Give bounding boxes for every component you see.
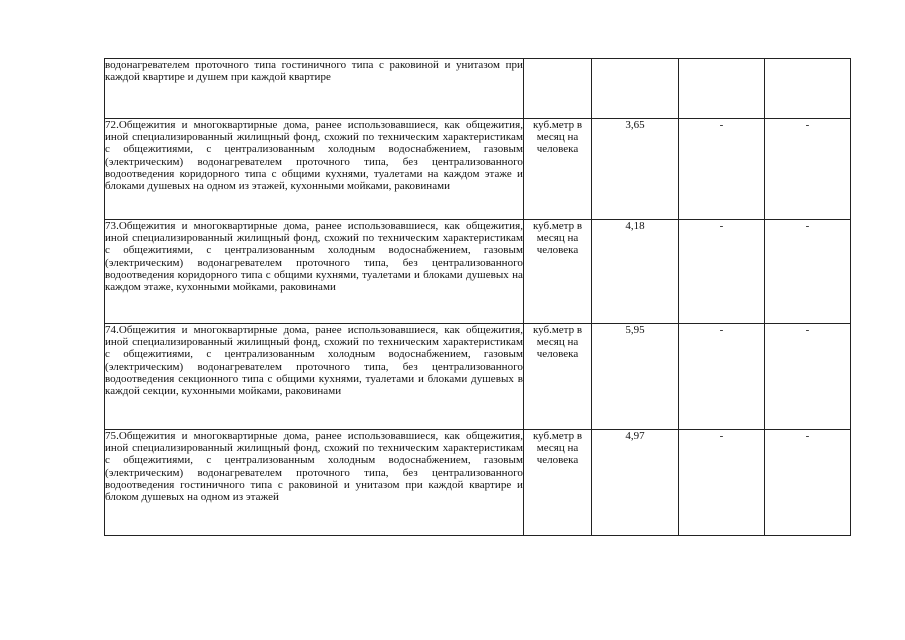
table-row: [105, 324, 851, 430]
dash-cell: -: [679, 220, 765, 324]
table-row: [105, 220, 851, 324]
unit-cell: куб.метр в месяц на человека: [524, 119, 592, 220]
unit-cell: куб.метр в месяц на человека: [524, 324, 592, 430]
dash-cell: -: [679, 430, 765, 536]
housing-type-description: 73.Общежития и многоквартирные дома, ранее использовавшиеся, как общежития, иной специализированный жилищный фонд, схожий по техническим характеристикам с общежитиями, с централизованным холодным водоснабжением, газовым (электрическим) водонагревателем проточного типа, без централизованного водоотведения коридорного типа с общими кухнями, туалетами и блоками душевых на каждом этаже, кухонными мойками, раковинами: [105, 220, 524, 324]
dash-cell: -: [765, 119, 851, 220]
housing-type-description: 72.Общежития и многоквартирные дома, ранее использовавшиеся, как общежития, иной специализированный жилищный фонд, схожий по техническим характеристикам с общежитиями, с централизованным холодным водоснабжением, газовым (электрическим) водонагревателем проточного типа, без централизованного водоотведения коридорного типа с общими кухнями, туалетами на каждом этаже и блоками душевых на одном из этажей, кухонными мойками, раковинами: [105, 119, 524, 220]
unit-cell: куб.метр в месяц на человека: [524, 430, 592, 536]
norm-value-cell: 3,65: [592, 119, 679, 220]
norm-value-cell: 4,97: [592, 430, 679, 536]
empty-norm-cell: [765, 59, 851, 119]
unit-cell: куб.метр в месяц на человека: [524, 220, 592, 324]
housing-type-description: водонагревателем проточного типа гостиничного типа с раковиной и унитазом при каждой квартире и душем при каждой квартире: [105, 59, 524, 119]
dash-cell: -: [765, 430, 851, 536]
norm-value-cell: [592, 59, 679, 119]
consumption-norms-table: [104, 58, 851, 536]
empty-norm-cell: [679, 59, 765, 119]
table-row: [105, 59, 851, 119]
norm-value-cell: 5,95: [592, 324, 679, 430]
dash-cell: -: [679, 324, 765, 430]
housing-type-description: 74.Общежития и многоквартирные дома, ранее использовавшиеся, как общежития, иной специализированный жилищный фонд, схожий по техническим характеристикам с общежитиями, с централизованным холодным водоснабжением, газовым (электрическим) водонагревателем проточного типа, без централизованного водоотведения секционного типа с общими кухнями, туалетами и блоками душевых в каждой секции, кухонными мойками, раковинами: [105, 324, 524, 430]
dash-cell: -: [679, 119, 765, 220]
table-row: [105, 430, 851, 536]
table-row: [105, 119, 851, 220]
unit-cell: [524, 59, 592, 119]
norm-value-cell: 4,18: [592, 220, 679, 324]
dash-cell: -: [765, 324, 851, 430]
dash-cell: -: [765, 220, 851, 324]
housing-type-description: 75.Общежития и многоквартирные дома, ранее использовавшиеся, как общежития, иной специализированный жилищный фонд, схожий по техническим характеристикам с общежитиями, с централизованным холодным водоснабжением, газовым (электрическим) водонагревателем проточного типа, без централизованного водоотведения гостиничного типа с раковиной и унитазом при каждой квартире и блоком душевых на одном из этажей: [105, 430, 524, 536]
